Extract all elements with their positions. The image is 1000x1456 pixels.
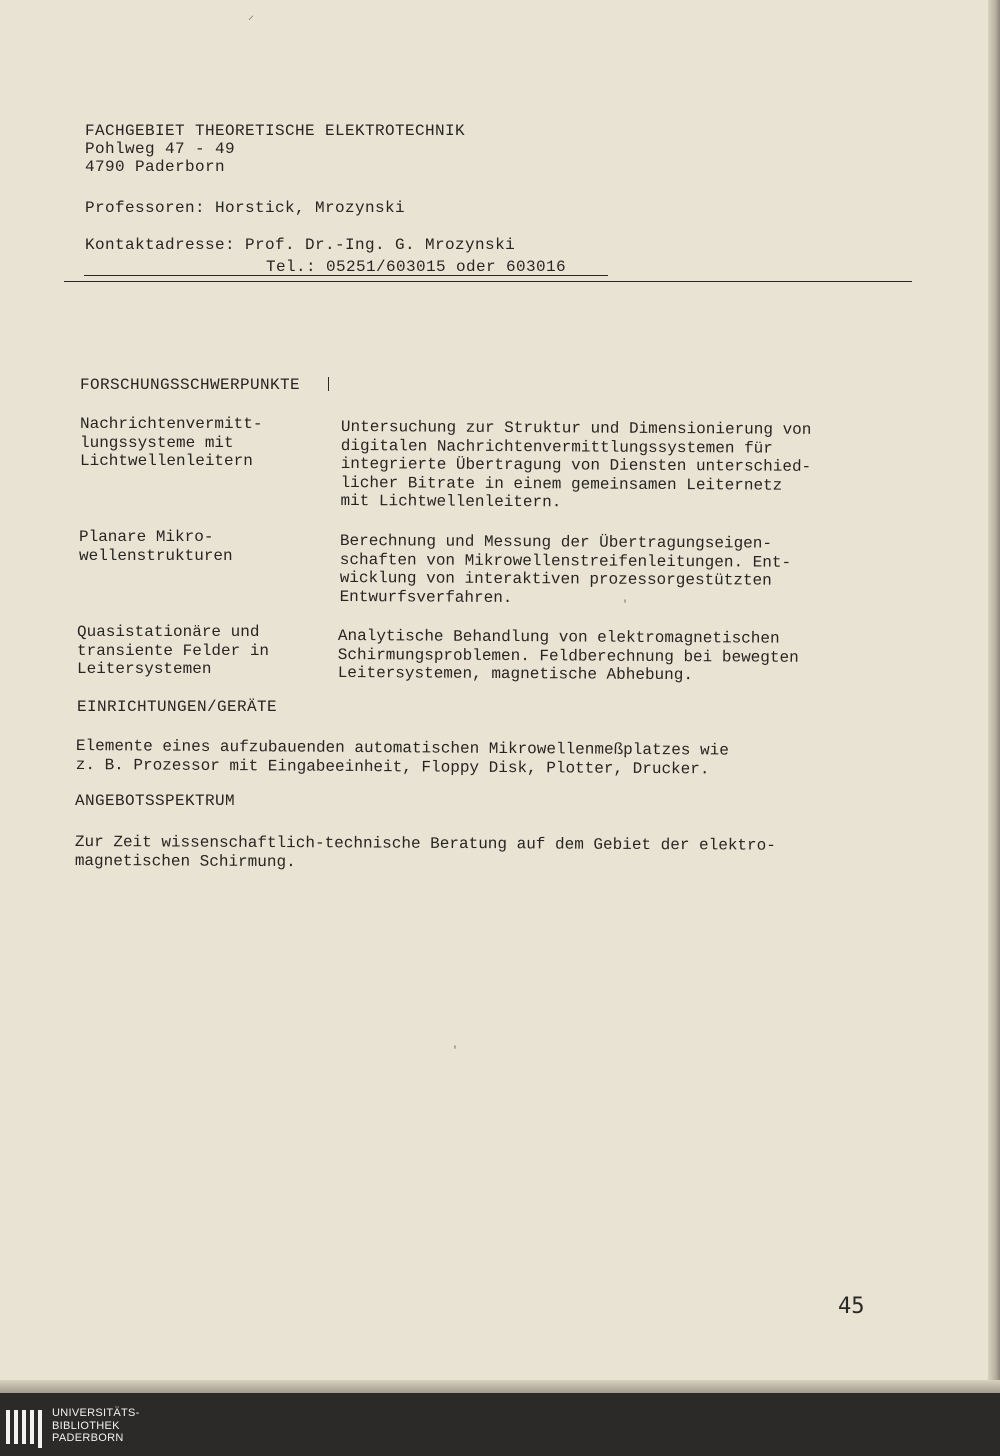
institute-name: FACHGEBIET THEORETISCHE ELEKTROTECHNIK [85,122,466,140]
text-line: z. B. Prozessor mit Eingabeeinheit, Floppy Disk, Plotter, Drucker. [75,755,710,778]
desc-line: digitalen Nachrichtenvermittlungssystemen für [340,436,773,458]
desc-line: Schirmungsproblemen. Feldberechnung bei bewegten [337,645,799,667]
library-line: BIBLIOTHEK [52,1419,120,1432]
desc-line: Untersuchung zur Struktur und Dimensionierung von [340,418,812,439]
topic-line: Leitersystemen [77,660,212,678]
topic-line: transiente Felder in [77,641,270,660]
desc-line: licher Bitrate in einem gemeinsamen Leiternetz [340,473,783,495]
topic-line: Quasistationäre und [77,623,260,641]
topic-line: lungssysteme mit [80,433,234,452]
research-desc-1 [340,418,811,513]
desc-line: Entwurfsverfahren. [339,587,513,607]
header-rule-2 [64,281,912,282]
desc-line: Berechnung und Messung der Übertragungseigen- [339,532,773,553]
desc-line: mit Lichtwellenleitern. [340,491,562,512]
header-rule-1 [84,275,608,276]
pen-mark: ⸝ [248,9,255,23]
equipment-text [76,737,729,779]
library-name [52,1407,140,1445]
desc-line: integrierte Übertragung von Diensten unterschied- [340,454,812,476]
stray-mark: ' [622,600,629,611]
research-topic-1 [80,415,262,471]
topic-line: wellenstrukturen [79,546,233,565]
topic-line: Planare Mikro- [79,528,214,546]
heading-tick [328,377,330,391]
desc-line: wicklung von interaktiven prozessorgestützten [339,568,772,590]
stray-mark: ' [452,1046,459,1057]
contact-address: Kontaktadresse: Prof. Dr.-Ing. G. Mrozynski [85,236,516,254]
library-logo-icon [6,1408,46,1448]
contact-phone: Tel.: 05251/603015 oder 603016 [266,258,567,276]
page-edge-right [988,0,1000,1393]
research-desc-3 [338,627,799,685]
research-topic-3 [77,623,269,679]
professors: Professoren: Horstick, Mrozynski [85,199,406,217]
desc-line: Analytische Behandlung von elektromagnetischen [337,627,780,648]
offer-heading: ANGEBOTSSPEKTRUM [75,792,236,810]
research-heading: FORSCHUNGSSCHWERPUNKTE [80,376,301,394]
address-street: Pohlweg 47 - 49 [85,140,236,158]
library-line: PADERBORN [52,1432,124,1444]
library-line: UNIVERSITÄTS- [52,1407,140,1419]
equipment-heading: EINRICHTUNGEN/GERÄTE [77,698,278,716]
desc-line: schaften von Mikrowellenstreifenleitungen. Ent- [339,550,792,572]
footer-bar [0,1393,1000,1456]
topic-line: Nachrichtenvermitt- [80,415,263,433]
text-line: Zur Zeit wissenschaftlich-technische Beratung auf dem Gebiet der elektro- [74,833,776,855]
research-topic-2 [79,528,233,565]
text-line: magnetischen Schirmung. [74,851,296,871]
topic-line: Lichtwellenleitern [80,452,253,470]
address-city: 4790 Paderborn [85,158,226,176]
page-number: 45 [838,1294,865,1319]
research-desc-2 [340,532,792,609]
page-edge-bottom [0,1380,1000,1393]
text-line: Elemente eines aufzubauenden automatischen Mikrowellenmeßplatzes wie [75,737,729,760]
desc-line: Leitersystemen, magnetische Abhebung. [337,663,694,685]
offer-text [75,833,776,874]
